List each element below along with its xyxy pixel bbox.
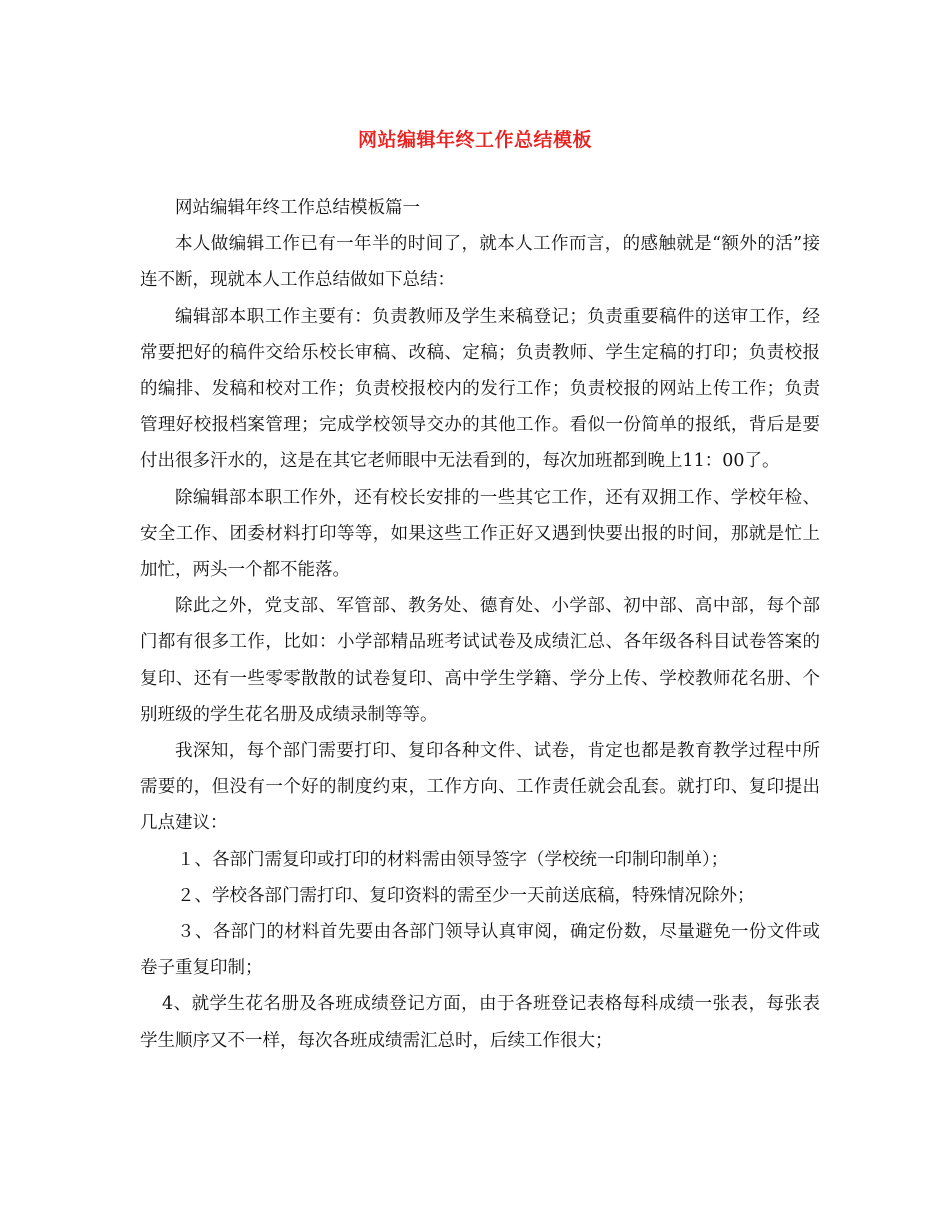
- document-title: 网站编辑年终工作总结模板: [357, 129, 592, 151]
- paragraph-duties: 编辑部本职工作主要有：负责教师及学生来稿登记；负责重要稿件的送审工作，经常要把好的稿件交给乐校长审稿、改稿、定稿；负责教师、学生定稿的打印；负责校报的编排、发稿和校对工作；负责校报校内的发行工作；负责校报的网站上传工作；负责管理好校报档案管理；完成学校领导交办的其他工作。看似一份简单的报纸，背后是要付出很多汗水的，这是在其它老师眼中无法看到的，每次加班都到晚上11：00了。: [140, 306, 820, 472]
- suggestion-item-4: 4、就学生花名册及各班成绩登记方面，由于各班登记表格每科成绩一张表，每张表学生顺序又不一样，每次各班成绩需汇总时，后续工作很大；: [140, 994, 820, 1051]
- document-body: [140, 190, 820, 1059]
- suggestion-item-1: １、各部门需复印或打印的材料需由领导签字（学校统一印制印制单）；: [177, 849, 729, 870]
- suggestion-item-3: ３、各部门的材料首先要由各部门领导认真审阅，确定份数，尽量避免一份文件或卷子重复印制；: [140, 922, 820, 979]
- suggestion-item-2: ２、学校各部门需打印、复印资料的需至少一天前送底稿，特殊情况除外；: [177, 885, 755, 906]
- paragraph-suggestions: 我深知，每个部门需要打印、复印各种文件、试卷，肯定也都是教育教学过程中所需要的，但没有一个好的制度约束，工作方向、工作责任就会乱套。就打印、复印提出几点建议：: [140, 741, 820, 834]
- paragraph-other-work: 除编辑部本职工作外，还有校长安排的一些其它工作，还有双拥工作、学校年检、安全工作、团委材料打印等等，如果这些工作正好又遇到快要出报的时间，那就是忙上加忙，两头一个都不能落。: [140, 487, 820, 581]
- section-heading: 网站编辑年终工作总结模板篇一: [175, 198, 420, 218]
- paragraph-departments: 除此之外，党支部、军管部、教务处、德育处、小学部、初中部、高中部，每个部门都有很多工作，比如：小学部精品班考试试卷及成绩汇总、各年级各科目试卷答案的复印、还有一些零零散散的试卷复印、高中学生学籍、学分上传、学校教师花名册、个别班级的学生花名册及成绩录制等等。: [140, 596, 820, 725]
- paragraph-intro: 本人做编辑工作已有一年半的时间了，就本人工作而言，的感触就是“额外的活”接连不断，现就本人工作总结做如下总结：: [140, 234, 820, 291]
